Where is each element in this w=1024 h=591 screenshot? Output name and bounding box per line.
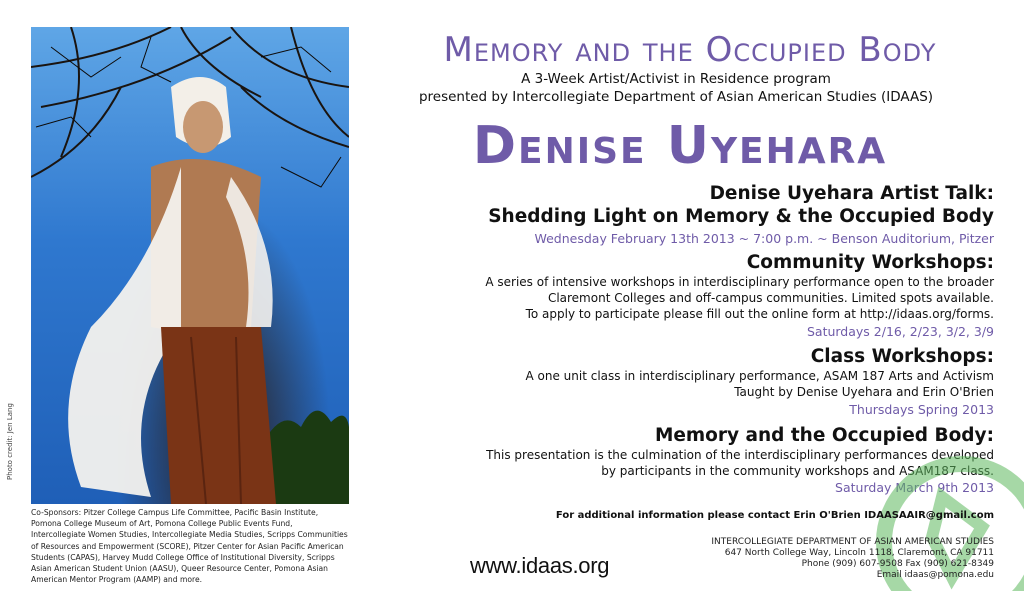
performance-line-2: by participants in the community workshops and ASAM187 class. bbox=[601, 464, 994, 478]
performance-line-1: This presentation is the culmination of the interdisciplinary performances developed bbox=[486, 448, 994, 462]
community-heading: Community Workshops: bbox=[746, 252, 994, 273]
artist-name: Denise Uyehara bbox=[472, 116, 888, 176]
talk-heading: Denise Uyehara Artist Talk: bbox=[709, 183, 994, 204]
community-line-2: Claremont Colleges and off-campus communities. Limited spots available. bbox=[547, 291, 994, 305]
community-line-1: A series of intensive workshops in interdisciplinary performance open to the broader bbox=[485, 275, 994, 289]
performer-photo bbox=[31, 27, 349, 504]
address-line-1: INTERCOLLEGIATE DEPARTMENT OF ASIAN AMERICAN STUDIES bbox=[711, 537, 994, 547]
class-line-2: Taught by Denise Uyehara and Erin O'Brien bbox=[734, 385, 994, 399]
page-title: Memory and the Occupied Body bbox=[443, 30, 937, 70]
community-date: Saturdays 2/16, 2/23, 3/2, 3/9 bbox=[806, 324, 994, 339]
class-heading: Class Workshops: bbox=[810, 346, 994, 367]
address-line-3: Phone (909) 607-9508 Fax (909) 621-8349 bbox=[801, 559, 994, 569]
class-date: Thursdays Spring 2013 bbox=[849, 402, 994, 417]
community-line-3: To apply to participate please fill out the online form at http://idaas.org/forms. bbox=[525, 307, 994, 321]
cosponsors-text: Co-Sponsors: Pitzer College Campus Life Committee, Pacific Basin Institute, Pomona College Museum of Art, Pomona College Public Events Fund, Intercollegiate Women Studies, Intercollegiate Media Studies, Scripps Communities of Resources and Empowerment (SCORE), Pitzer Center for Asian Pacific American Students (CAPAS), Harvey Mudd College Office of Institutional Diversity, Scripps Asian American Student Union (AASU), Queer Resource Center, Pomona Asian American Mentor Program (AAMP) and more. bbox=[31, 508, 348, 585]
performance-heading: Memory and the Occupied Body: bbox=[654, 425, 994, 446]
class-line-1: A one unit class in interdisciplinary performance, ASAM 187 Arts and Activism bbox=[525, 369, 994, 383]
website-link[interactable]: www.idaas.org bbox=[470, 553, 610, 578]
contact-info: For additional information please contact Erin O'Brien IDAASAAIR@gmail.com bbox=[555, 510, 994, 521]
address-line-2: 647 North College Way, Lincoln 1118, Claremont, CA 91711 bbox=[724, 548, 994, 558]
photo-credit: Photo credit: Jen Lang bbox=[6, 403, 14, 480]
performance-date: Saturday March 9th 2013 bbox=[835, 480, 994, 495]
talk-title: Shedding Light on Memory & the Occupied Body bbox=[488, 206, 994, 227]
program-subtitle: A 3-Week Artist/Activist in Residence program bbox=[521, 71, 831, 87]
presenter-subtitle: presented by Intercollegiate Department of Asian American Studies (IDAAS) bbox=[418, 89, 934, 105]
talk-date: Wednesday February 13th 2013 ~ 7:00 p.m. ~ Benson Auditorium, Pitzer bbox=[534, 231, 994, 246]
address-email[interactable]: Email idaas@pomona.edu bbox=[876, 570, 994, 580]
